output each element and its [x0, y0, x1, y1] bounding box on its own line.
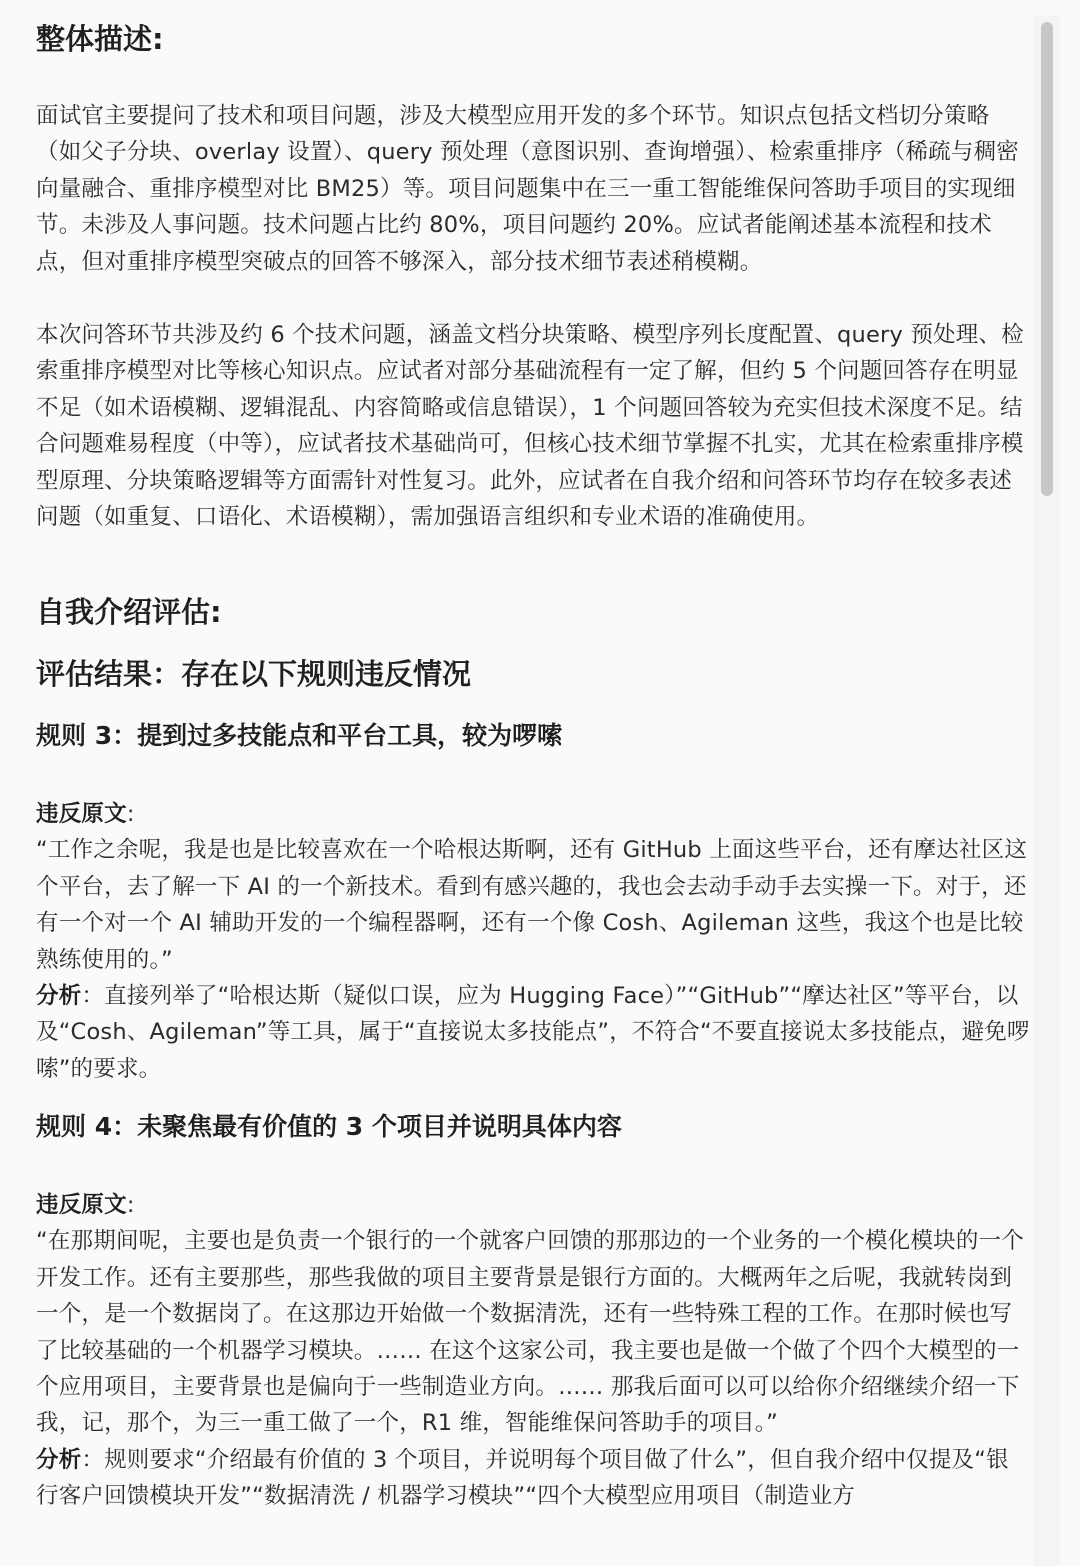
self-intro-heading: 自我介绍评估: — [36, 595, 222, 629]
scrollbar-thumb[interactable] — [1041, 22, 1053, 496]
rule-3-analysis: 分析：直接列举了“哈根达斯（疑似口误，应为 Hugging Face）”“GitHub”“摩达社区”等平台，以及“Cosh、Agileman”等工具，属于“直接说太多技能点”，不符合“不要直接说太多技能点，避免啰嗦”的要求。 — [36, 983, 1030, 1082]
result-heading: 评估结果：存在以下规则违反情况 — [36, 657, 472, 691]
rule-4-block — [36, 1187, 1030, 1515]
violation-label: 违反原文 — [36, 801, 127, 827]
rule-4-title: 规则 4：未聚焦最有价值的 3 个项目并说明具体内容 — [36, 1112, 622, 1141]
overview-paragraph-2: 本次问答环节共涉及约 6 个技术问题，涵盖文档分块策略、模型序列长度配置、query 预处理、检索重排序模型对比等核心知识点。应试者对部分基础流程有一定了解，但约 5 个问题回答存在明显不足（如术语模糊、逻辑混乱、内容简略或信息错误），1 个问题回答较为充实但技术深度不足。结合问题难易程度（中等），应试者技术基础尚可，但核心技术细节掌握不扎实，尤其在检索重排序模型原理、分块策略逻辑等方面需针对性复习。此外，应试者在自我介绍和问答环节均存在较多表述问题（如重复、口语化、术语模糊），需加强语言组织和专业术语的准确使用。 — [36, 322, 1024, 531]
overview-paragraph-1: 面试官主要提问了技术和项目问题，涉及大模型应用开发的多个环节。知识点包括文档切分策略（如父子分块、overlay 设置）、query 预处理（意图识别、查询增强）、检索重排序（稀疏与稠密向量融合、重排序模型对比 BM25）等。项目问题集中在三一重工智能维保问答助手项目的实现细节。未涉及人事问题。技术问题占比约 80%，项目问题约 20%。应试者能阐述基本流程和技术点，但对重排序模型突破点的回答不够深入，部分技术细节表述稍模糊。 — [36, 103, 1019, 275]
rule-3-violation-text: “工作之余呢，我是也是比较喜欢在一个哈根达斯啊，还有 GitHub 上面这些平台，还有摩达社区这个平台，去了解一下 AI 的一个新技术。看到有感兴趣的，我也会去动手动手去实操一下。对于，还有一个对一个 AI 辅助开发的一个编程器啊，还有一个像 Cosh、Agileman 这些，我这个也是比较熟练使用的。” — [36, 837, 1028, 973]
overview-heading: 整体描述: — [36, 22, 164, 56]
rule-4-analysis: 分析：规则要求“介绍最有价值的 3 个项目，并说明每个项目做了什么”，但自我介绍中仅提及“银行客户回馈模块开发”“数据清洗 / 机器学习模块”“四个大模型应用项目（制造业方 — [36, 1446, 1009, 1510]
rule-3-title: 规则 3：提到过多技能点和平台工具，较为啰嗦 — [36, 721, 563, 750]
analysis-label: 分析 — [36, 1446, 82, 1473]
rule-4-analysis-text: 规则要求“介绍最有价值的 3 个项目，并说明每个项目做了什么”，但自我介绍中仅提及“银行客户回馈模块开发”“数据清洗 / 机器学习模块”“四个大模型应用项目（制造业方 — [36, 1446, 1009, 1510]
rule-4-violation-label-line: 违反原文: — [36, 1192, 135, 1218]
rule-3-violation-label-line: 违反原文: — [36, 801, 135, 827]
rule-3-block — [36, 796, 1030, 1087]
rule-4-violation-text: “在那期间呢，主要也是负责一个银行的一个就客户回馈的那那边的一个业务的一个模化模块的一个开发工作。还有主要那些，那些我做的项目主要背景是银行方面的。大概两年之后呢，我就转岗到一个，是一个数据岗了。在这那边开始做一个数据清洗，还有一些特殊工程的工作。在那时候也写了比较基础的一个机器学习模块。…… 在这个这家公司，我主要也是做一个做了个四个大模型的一个应用项目，主要背景也是偏向于一些制造业方向。…… 那我后面可以可以给你介绍继续介绍一下我，记，那个，为三一重工做了一个，R1 维，智能维保问答助手的项目。” — [36, 1228, 1024, 1437]
analysis-label: 分析 — [36, 983, 82, 1010]
violation-label: 违反原文 — [36, 1192, 127, 1218]
rule-3-analysis-text: 直接列举了“哈根达斯（疑似口误，应为 Hugging Face）”“GitHub”“摩达社区”等平台，以及“Cosh、Agileman”等工具，属于“直接说太多技能点”，不符合“不要直接说太多技能点，避免啰嗦”的要求。 — [36, 983, 1030, 1082]
